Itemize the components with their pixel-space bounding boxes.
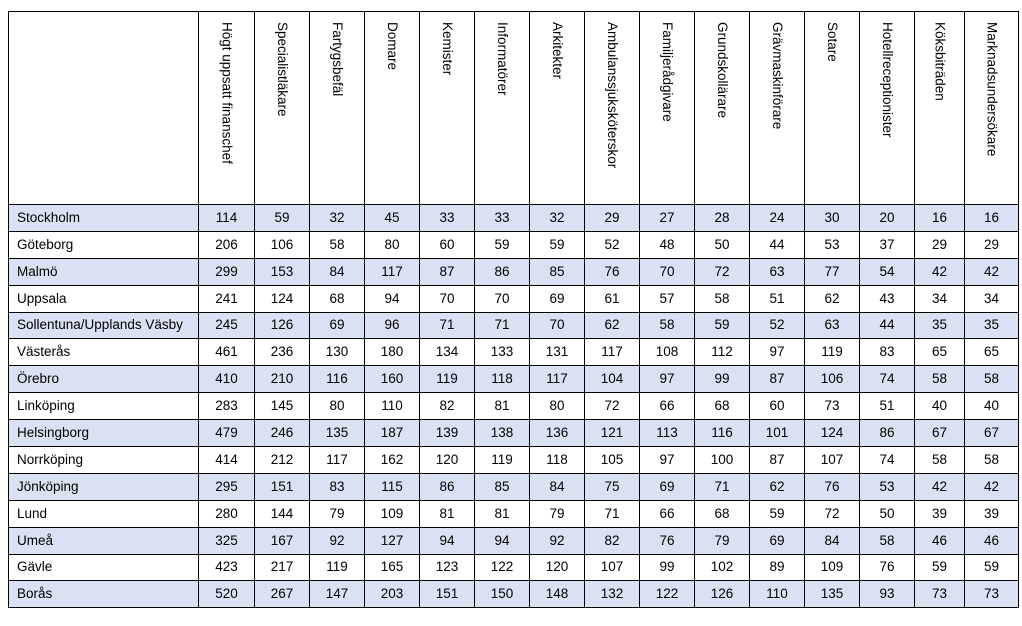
table-cell: 32 bbox=[530, 205, 585, 232]
table-cell: 206 bbox=[199, 231, 255, 258]
table-cell: 147 bbox=[310, 581, 365, 608]
table-cell: 76 bbox=[585, 258, 640, 285]
row-label-city: Borås bbox=[9, 581, 199, 608]
row-label-city: Jönköping bbox=[9, 473, 199, 500]
table-row bbox=[9, 393, 1019, 420]
table-cell: 34 bbox=[915, 285, 965, 312]
table-cell: 70 bbox=[530, 312, 585, 339]
column-header bbox=[585, 12, 640, 205]
table-cell: 52 bbox=[750, 312, 805, 339]
column-header bbox=[965, 12, 1019, 205]
table-row bbox=[9, 366, 1019, 393]
column-header bbox=[255, 12, 310, 205]
table-cell: 58 bbox=[965, 447, 1019, 474]
table-row bbox=[9, 231, 1019, 258]
table-cell: 94 bbox=[365, 285, 420, 312]
table-cell: 109 bbox=[365, 500, 420, 527]
table-cell: 236 bbox=[255, 339, 310, 366]
table-cell: 134 bbox=[420, 339, 475, 366]
table-cell: 74 bbox=[860, 366, 915, 393]
table-cell: 27 bbox=[640, 205, 695, 232]
column-header-label: Marknadsundersökare bbox=[984, 22, 1000, 157]
column-header bbox=[420, 12, 475, 205]
table-cell: 109 bbox=[805, 554, 860, 581]
table-cell: 70 bbox=[475, 285, 530, 312]
table-cell: 126 bbox=[695, 581, 750, 608]
table-cell: 414 bbox=[199, 447, 255, 474]
table-cell: 40 bbox=[915, 393, 965, 420]
table-cell: 81 bbox=[475, 500, 530, 527]
table-cell: 119 bbox=[310, 554, 365, 581]
table-cell: 153 bbox=[255, 258, 310, 285]
table-cell: 283 bbox=[199, 393, 255, 420]
table-cell: 97 bbox=[640, 447, 695, 474]
table-cell: 59 bbox=[255, 205, 310, 232]
table-cell: 115 bbox=[365, 473, 420, 500]
column-header-label: Högt uppsatt finanschef bbox=[219, 22, 235, 164]
corner-cell bbox=[9, 12, 199, 205]
table-cell: 87 bbox=[750, 366, 805, 393]
table-cell: 58 bbox=[310, 231, 365, 258]
table-cell: 20 bbox=[860, 205, 915, 232]
table-cell: 37 bbox=[860, 231, 915, 258]
row-label-city: Malmö bbox=[9, 258, 199, 285]
row-label-city: Uppsala bbox=[9, 285, 199, 312]
table-cell: 53 bbox=[805, 231, 860, 258]
table-cell: 44 bbox=[860, 312, 915, 339]
table-row bbox=[9, 258, 1019, 285]
table-cell: 48 bbox=[640, 231, 695, 258]
table-cell: 123 bbox=[420, 554, 475, 581]
table-cell: 79 bbox=[695, 527, 750, 554]
table-cell: 70 bbox=[640, 258, 695, 285]
column-header bbox=[530, 12, 585, 205]
table-cell: 59 bbox=[750, 500, 805, 527]
table-cell: 70 bbox=[420, 285, 475, 312]
table-cell: 76 bbox=[640, 527, 695, 554]
column-header bbox=[915, 12, 965, 205]
data-table bbox=[8, 11, 1019, 608]
column-header-label: Kemister bbox=[439, 22, 455, 76]
table-cell: 120 bbox=[530, 554, 585, 581]
table-cell: 119 bbox=[475, 447, 530, 474]
table-cell: 68 bbox=[695, 500, 750, 527]
table-cell: 46 bbox=[915, 527, 965, 554]
table-cell: 86 bbox=[475, 258, 530, 285]
table-cell: 85 bbox=[530, 258, 585, 285]
table-cell: 117 bbox=[585, 339, 640, 366]
table-cell: 126 bbox=[255, 312, 310, 339]
table-cell: 116 bbox=[310, 366, 365, 393]
table-cell: 113 bbox=[640, 420, 695, 447]
table-row bbox=[9, 473, 1019, 500]
table-cell: 54 bbox=[860, 258, 915, 285]
table-row bbox=[9, 339, 1019, 366]
table-cell: 210 bbox=[255, 366, 310, 393]
table-cell: 122 bbox=[640, 581, 695, 608]
column-header bbox=[199, 12, 255, 205]
table-cell: 100 bbox=[695, 447, 750, 474]
row-label-city: Stockholm bbox=[9, 205, 199, 232]
table-cell: 112 bbox=[695, 339, 750, 366]
table-cell: 29 bbox=[965, 231, 1019, 258]
column-header-label: Familjerådgivare bbox=[659, 22, 675, 122]
table-cell: 86 bbox=[420, 473, 475, 500]
table-cell: 59 bbox=[915, 554, 965, 581]
table-cell: 131 bbox=[530, 339, 585, 366]
table-row bbox=[9, 447, 1019, 474]
table-row bbox=[9, 500, 1019, 527]
table-cell: 520 bbox=[199, 581, 255, 608]
table-row bbox=[9, 312, 1019, 339]
table-cell: 108 bbox=[640, 339, 695, 366]
table-cell: 119 bbox=[805, 339, 860, 366]
table-cell: 299 bbox=[199, 258, 255, 285]
table-cell: 46 bbox=[965, 527, 1019, 554]
table-cell: 479 bbox=[199, 420, 255, 447]
table-cell: 50 bbox=[860, 500, 915, 527]
table-cell: 212 bbox=[255, 447, 310, 474]
table-cell: 79 bbox=[310, 500, 365, 527]
table-cell: 280 bbox=[199, 500, 255, 527]
column-header bbox=[695, 12, 750, 205]
row-label-city: Västerås bbox=[9, 339, 199, 366]
table-cell: 73 bbox=[805, 393, 860, 420]
table-cell: 72 bbox=[805, 500, 860, 527]
column-header-label: Ambulanssjuksköterskor bbox=[604, 22, 620, 169]
table-cell: 117 bbox=[530, 366, 585, 393]
table-cell: 97 bbox=[640, 366, 695, 393]
table-cell: 57 bbox=[640, 285, 695, 312]
table-cell: 73 bbox=[965, 581, 1019, 608]
table-cell: 45 bbox=[365, 205, 420, 232]
table-cell: 42 bbox=[915, 473, 965, 500]
table-cell: 118 bbox=[475, 366, 530, 393]
table-cell: 119 bbox=[420, 366, 475, 393]
table-cell: 34 bbox=[965, 285, 1019, 312]
table-cell: 89 bbox=[750, 554, 805, 581]
table-cell: 93 bbox=[860, 581, 915, 608]
row-label-city: Helsingborg bbox=[9, 420, 199, 447]
table-row bbox=[9, 205, 1019, 232]
table-cell: 53 bbox=[860, 473, 915, 500]
table-cell: 132 bbox=[585, 581, 640, 608]
table-cell: 92 bbox=[310, 527, 365, 554]
row-label-city: Umeå bbox=[9, 527, 199, 554]
table-cell: 101 bbox=[750, 420, 805, 447]
table-cell: 30 bbox=[805, 205, 860, 232]
table-cell: 94 bbox=[475, 527, 530, 554]
table-cell: 67 bbox=[915, 420, 965, 447]
table-cell: 65 bbox=[915, 339, 965, 366]
table-cell: 51 bbox=[750, 285, 805, 312]
row-label-city: Norrköping bbox=[9, 447, 199, 474]
column-header-label: Grävmaskinförare bbox=[769, 22, 785, 130]
table-cell: 59 bbox=[695, 312, 750, 339]
table-cell: 50 bbox=[695, 231, 750, 258]
table-cell: 106 bbox=[805, 366, 860, 393]
table-cell: 33 bbox=[420, 205, 475, 232]
table-cell: 71 bbox=[695, 473, 750, 500]
table-cell: 138 bbox=[475, 420, 530, 447]
table-cell: 410 bbox=[199, 366, 255, 393]
table-cell: 72 bbox=[585, 393, 640, 420]
table-cell: 58 bbox=[915, 447, 965, 474]
table-cell: 241 bbox=[199, 285, 255, 312]
table-cell: 59 bbox=[475, 231, 530, 258]
table-cell: 69 bbox=[750, 527, 805, 554]
table-cell: 62 bbox=[585, 312, 640, 339]
table-cell: 29 bbox=[585, 205, 640, 232]
table-cell: 97 bbox=[750, 339, 805, 366]
table-cell: 16 bbox=[965, 205, 1019, 232]
table-cell: 127 bbox=[365, 527, 420, 554]
table-cell: 58 bbox=[915, 366, 965, 393]
column-header-label: Köksbiträden bbox=[932, 22, 948, 101]
column-header-label: Arkitekter bbox=[549, 22, 565, 80]
row-label-city: Örebro bbox=[9, 366, 199, 393]
table-cell: 58 bbox=[965, 366, 1019, 393]
table-cell: 82 bbox=[420, 393, 475, 420]
table-cell: 32 bbox=[310, 205, 365, 232]
column-header bbox=[310, 12, 365, 205]
table-cell: 63 bbox=[750, 258, 805, 285]
row-label-city: Linköping bbox=[9, 393, 199, 420]
table-cell: 117 bbox=[310, 447, 365, 474]
table-cell: 80 bbox=[310, 393, 365, 420]
table-cell: 35 bbox=[965, 312, 1019, 339]
table-cell: 94 bbox=[420, 527, 475, 554]
row-label-city: Göteborg bbox=[9, 231, 199, 258]
table-cell: 87 bbox=[750, 447, 805, 474]
table-cell: 65 bbox=[965, 339, 1019, 366]
column-header bbox=[805, 12, 860, 205]
table-cell: 39 bbox=[915, 500, 965, 527]
column-header-label: Hotellreceptionister bbox=[879, 22, 895, 138]
table-cell: 66 bbox=[640, 500, 695, 527]
table-cell: 160 bbox=[365, 366, 420, 393]
table-cell: 79 bbox=[530, 500, 585, 527]
table-cell: 180 bbox=[365, 339, 420, 366]
table-cell: 148 bbox=[530, 581, 585, 608]
table-cell: 77 bbox=[805, 258, 860, 285]
table-cell: 24 bbox=[750, 205, 805, 232]
table-cell: 120 bbox=[420, 447, 475, 474]
table-cell: 107 bbox=[585, 554, 640, 581]
table-cell: 151 bbox=[255, 473, 310, 500]
table-cell: 104 bbox=[585, 366, 640, 393]
table-cell: 35 bbox=[915, 312, 965, 339]
table-cell: 42 bbox=[965, 473, 1019, 500]
table-cell: 84 bbox=[530, 473, 585, 500]
table-cell: 217 bbox=[255, 554, 310, 581]
table-cell: 423 bbox=[199, 554, 255, 581]
table-cell: 116 bbox=[695, 420, 750, 447]
table-cell: 83 bbox=[310, 473, 365, 500]
column-header-label: Grundskollärare bbox=[714, 22, 730, 119]
table-cell: 67 bbox=[965, 420, 1019, 447]
table-cell: 118 bbox=[530, 447, 585, 474]
table-cell: 124 bbox=[805, 420, 860, 447]
table-cell: 124 bbox=[255, 285, 310, 312]
table-cell: 71 bbox=[420, 312, 475, 339]
header-row bbox=[9, 12, 1019, 205]
table-cell: 187 bbox=[365, 420, 420, 447]
table-cell: 72 bbox=[695, 258, 750, 285]
table-cell: 167 bbox=[255, 527, 310, 554]
table-cell: 28 bbox=[695, 205, 750, 232]
table-cell: 105 bbox=[585, 447, 640, 474]
table-cell: 117 bbox=[365, 258, 420, 285]
table-cell: 60 bbox=[750, 393, 805, 420]
table-cell: 80 bbox=[530, 393, 585, 420]
table-cell: 71 bbox=[475, 312, 530, 339]
table-cell: 59 bbox=[530, 231, 585, 258]
table-cell: 99 bbox=[640, 554, 695, 581]
table-row bbox=[9, 554, 1019, 581]
table-row bbox=[9, 527, 1019, 554]
table-cell: 43 bbox=[860, 285, 915, 312]
table-cell: 69 bbox=[310, 312, 365, 339]
table-cell: 76 bbox=[805, 473, 860, 500]
table-cell: 39 bbox=[965, 500, 1019, 527]
table-cell: 122 bbox=[475, 554, 530, 581]
table-row bbox=[9, 581, 1019, 608]
table-cell: 110 bbox=[750, 581, 805, 608]
table-cell: 150 bbox=[475, 581, 530, 608]
table-cell: 59 bbox=[965, 554, 1019, 581]
column-header-label: Sotare bbox=[824, 22, 840, 62]
table-cell: 121 bbox=[585, 420, 640, 447]
table-cell: 92 bbox=[530, 527, 585, 554]
column-header bbox=[750, 12, 805, 205]
table-cell: 58 bbox=[695, 285, 750, 312]
table-cell: 74 bbox=[860, 447, 915, 474]
table-cell: 75 bbox=[585, 473, 640, 500]
table-cell: 96 bbox=[365, 312, 420, 339]
table-cell: 130 bbox=[310, 339, 365, 366]
table-cell: 139 bbox=[420, 420, 475, 447]
table-cell: 69 bbox=[530, 285, 585, 312]
table-cell: 42 bbox=[965, 258, 1019, 285]
table-cell: 58 bbox=[640, 312, 695, 339]
table-cell: 29 bbox=[915, 231, 965, 258]
table-cell: 136 bbox=[530, 420, 585, 447]
column-header bbox=[475, 12, 530, 205]
table-cell: 42 bbox=[915, 258, 965, 285]
table-row bbox=[9, 285, 1019, 312]
column-header bbox=[640, 12, 695, 205]
table-cell: 295 bbox=[199, 473, 255, 500]
table-cell: 61 bbox=[585, 285, 640, 312]
table-cell: 58 bbox=[860, 527, 915, 554]
table-row bbox=[9, 420, 1019, 447]
table-cell: 83 bbox=[860, 339, 915, 366]
table-cell: 114 bbox=[199, 205, 255, 232]
column-header-label: Informatörer bbox=[494, 22, 510, 96]
table-cell: 80 bbox=[365, 231, 420, 258]
column-header bbox=[365, 12, 420, 205]
table-cell: 62 bbox=[750, 473, 805, 500]
table-cell: 245 bbox=[199, 312, 255, 339]
table-cell: 82 bbox=[585, 527, 640, 554]
table-cell: 102 bbox=[695, 554, 750, 581]
table-cell: 145 bbox=[255, 393, 310, 420]
table-cell: 76 bbox=[860, 554, 915, 581]
table-cell: 133 bbox=[475, 339, 530, 366]
table-cell: 106 bbox=[255, 231, 310, 258]
row-label-city: Gävle bbox=[9, 554, 199, 581]
table-cell: 84 bbox=[805, 527, 860, 554]
table-cell: 63 bbox=[805, 312, 860, 339]
table-cell: 71 bbox=[585, 500, 640, 527]
table-cell: 68 bbox=[695, 393, 750, 420]
table-cell: 81 bbox=[420, 500, 475, 527]
table-cell: 86 bbox=[860, 420, 915, 447]
table-cell: 151 bbox=[420, 581, 475, 608]
row-label-city: Lund bbox=[9, 500, 199, 527]
table-cell: 144 bbox=[255, 500, 310, 527]
table-cell: 16 bbox=[915, 205, 965, 232]
column-header bbox=[860, 12, 915, 205]
table-cell: 99 bbox=[695, 366, 750, 393]
table-cell: 461 bbox=[199, 339, 255, 366]
table-cell: 62 bbox=[805, 285, 860, 312]
table-cell: 135 bbox=[310, 420, 365, 447]
table-cell: 325 bbox=[199, 527, 255, 554]
table-cell: 40 bbox=[965, 393, 1019, 420]
table-body bbox=[9, 205, 1019, 608]
table-cell: 165 bbox=[365, 554, 420, 581]
table-cell: 44 bbox=[750, 231, 805, 258]
table-cell: 73 bbox=[915, 581, 965, 608]
table-cell: 246 bbox=[255, 420, 310, 447]
table-cell: 52 bbox=[585, 231, 640, 258]
table-cell: 51 bbox=[860, 393, 915, 420]
table-cell: 110 bbox=[365, 393, 420, 420]
table-cell: 267 bbox=[255, 581, 310, 608]
table-cell: 60 bbox=[420, 231, 475, 258]
table-cell: 203 bbox=[365, 581, 420, 608]
table-cell: 84 bbox=[310, 258, 365, 285]
column-header-label: Domare bbox=[384, 22, 400, 71]
table-cell: 107 bbox=[805, 447, 860, 474]
column-header-label: Fartygsbefäl bbox=[329, 22, 345, 97]
table-cell: 69 bbox=[640, 473, 695, 500]
table-cell: 33 bbox=[475, 205, 530, 232]
table-cell: 68 bbox=[310, 285, 365, 312]
table-cell: 162 bbox=[365, 447, 420, 474]
column-header-label: Specialistläkare bbox=[274, 22, 290, 117]
table-cell: 66 bbox=[640, 393, 695, 420]
table-cell: 85 bbox=[475, 473, 530, 500]
table-cell: 135 bbox=[805, 581, 860, 608]
table-cell: 87 bbox=[420, 258, 475, 285]
row-label-city: Sollentuna/Upplands Väsby bbox=[9, 312, 199, 339]
table-cell: 81 bbox=[475, 393, 530, 420]
